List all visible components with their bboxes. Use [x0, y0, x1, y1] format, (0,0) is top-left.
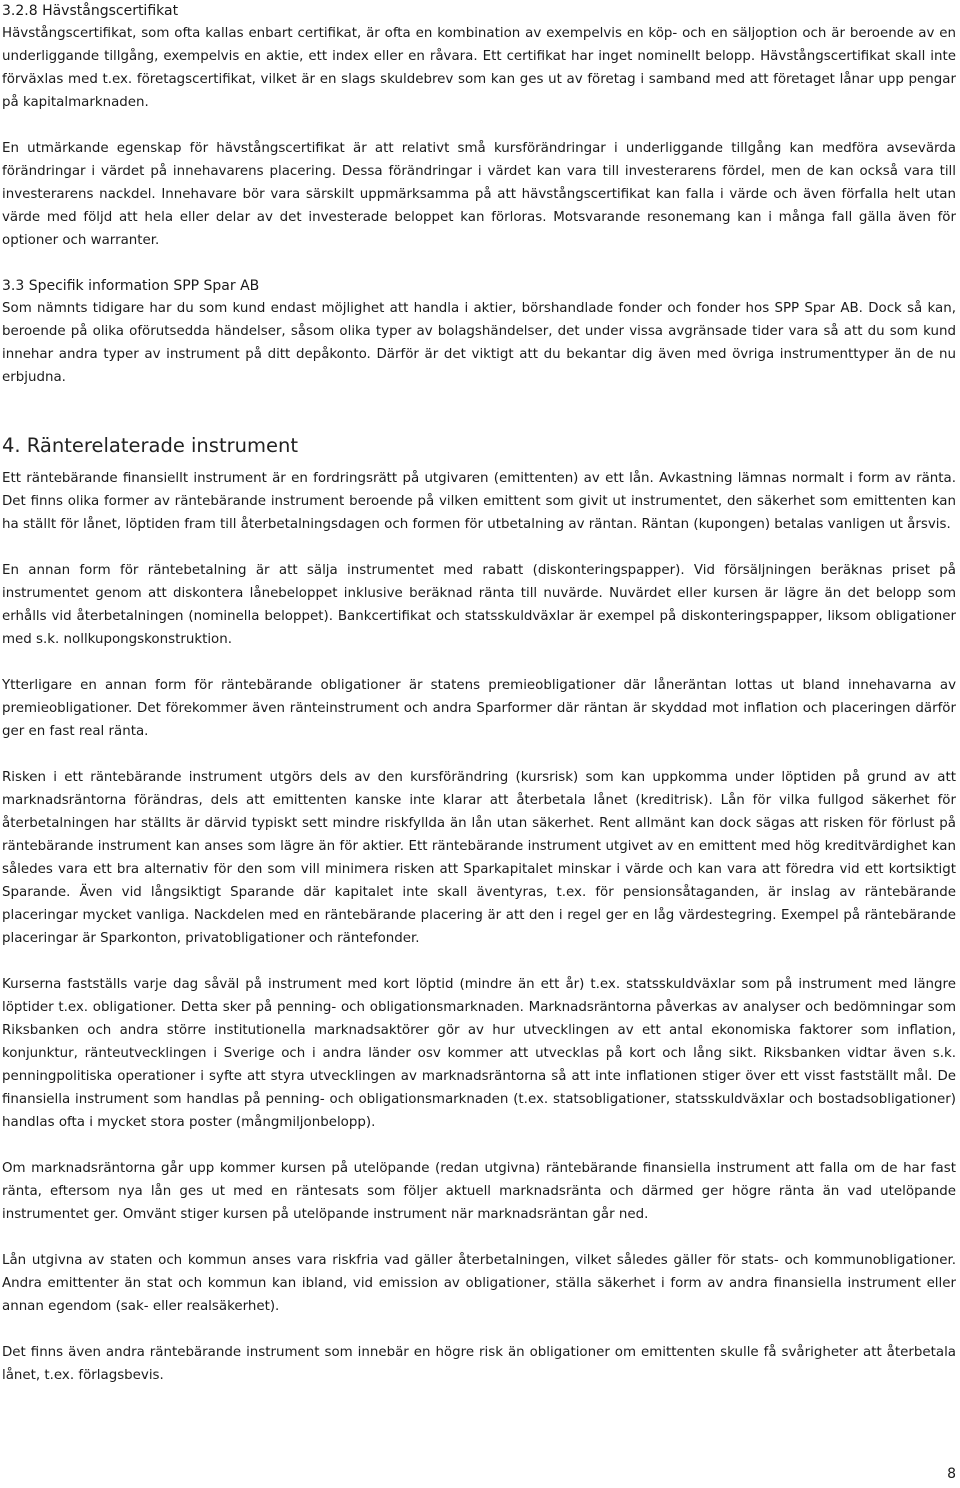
paragraph-4-2: En annan form för räntebetalning är att sälja instrumentet med rabatt (diskonteringspapper). Vid försäljningen beräknas priset på instrumentet genom att diskontera lånebeloppet inklusive beräknad ränta till nuvärde. Nuvärdet eller kursen är lägre än det belopp som erhålls vid återbetalningen (nominella beloppet). Bankcertifikat och statsskuldväxlar är exempel på diskonteringspapper, liksom obligationer med s.k. nollkupongskonstruktion.: [2, 563, 956, 647]
paragraph-328-2: En utmärkande egenskap för hävstångscertifikat är att relativt små kursförändringar i underliggande tillgång kan medföra avsevärda förändringar i värdet på innehavarens placering. Dessa förändringar i värdet kan vara till investerarens fördel, men de kan också vara till investerarens nackdel. Innehavare bör vara särskilt uppmärksamma på att hävstångscertifikat kan falla i värde och även förfalla helt utan värde med följd att hela eller delar av det investerade beloppet kan förloras. Motsvarande resonemang kan i många fall gälla även för optioner och warranter.: [2, 141, 956, 248]
paragraph-328-1: Hävstångscertifikat, som ofta kallas enbart certifikat, är ofta en kombination av exempelvis en köp- och en säljoption och är beroende av en underliggande tillgång, exempelvis en aktie, ett index eller en råvara. Ett certifikat har inget nominellt belopp. Hävstångscertifikat skall inte förväxlas med t.ex. företagscertifikat, vilket är en slags skuldebrev som kan ges ut av företag i samband med att företaget lånar upp pengar på kapitalmarknaden.: [2, 26, 956, 110]
document-page: [2, 0, 956, 1387]
paragraph-4-3: Ytterligare en annan form för räntebärande obligationer är statens premieobligationer där låneräntan lottas ut bland innehavarna av premieobligationer. Det förekommer även ränteinstrument och andra Sparformer där räntan är skyddad mot inflation och placeringen därför ger en fast real ränta.: [2, 678, 956, 739]
section-heading-328: 3.2.8 Hävstångscertifikat: [2, 3, 179, 19]
paragraph-4-8: Det finns även andra räntebärande instrument som innebär en högre risk än obligationer om emittenten skulle få svårigheter att återbetala lånet, t.ex. förlagsbevis.: [2, 1345, 956, 1383]
paragraph-4-7: Lån utgivna av staten och kommun anses vara riskfria vad gäller återbetalningen, vilket således gäller för stats- och kommunobligationer. Andra emittenter än stat och kommun kan ibland, vid emission av obligationer, ställa säkerhet i form av andra finansiella instrument eller annan egendom (sak- eller realsäkerhet).: [2, 1253, 956, 1314]
page-number: 8: [947, 1466, 956, 1482]
section-heading-4: 4. Ränterelaterade instrument: [2, 434, 298, 457]
paragraph-4-4: Risken i ett räntebärande instrument utgörs dels av den kursförändring (kursrisk) som kan uppkomma under löptiden på grund av att marknadsräntorna förändras, dels att emittenten kanske inte klarar att återbetala lånet (kreditrisk). Lån för vilka fullgod säkerhet för återbetalningen har ställts är därvid typiskt sett mindre riskfyllda än lån utan säkerhet. Rent allmänt kan dock sägas att risken för förlust på räntebärande instrument kan anses som lägre än för aktier. Ett räntebärande instrument utgivet av en emittent med hög kreditvärdighet kan således vara ett bra alternativ för den som vill minimera risken att Sparkapitalet minskar i värde och kan vara att föredra vid ett kortsiktigt Sparande. Även vid långsiktigt Sparande där kapitalet inte skall äventyras, t.ex. för pensionsåtaganden, är inslag av räntebärande placeringar mycket vanliga. Nackdelen med en räntebärande placering är att den i regel ger en låg värdestegring. Exempel på räntebärande placeringar är Sparkonton, privatobligationer och räntefonder.: [2, 770, 956, 946]
paragraph-4-5: Kurserna fastställs varje dag såväl på instrument med kort löptid (mindre än ett år) t.ex. statsskuldväxlar som på instrument med längre löptider t.ex. obligationer. Detta sker på penning- och obligationsmarknaden. Marknadsräntorna påverkas av analyser och bedömningar som Riksbanken och andra större institutionella marknadsaktörer gör av hur utvecklingen av ett antal ekonomiska faktorer som inflation, konjunktur, ränteutvecklingen i Sverige och i andra länder osv kommer att utvecklas på kort och lång sikt. Riksbanken vidtar även s.k. penningpolitiska operationer i syfte att styra utvecklingen av marknadsräntorna så att inte inflationen stiger över ett visst fastställt mål. De finansiella instrument som handlas på penning- och obligationsmarknaden (t.ex. statsobligationer, statsskuldväxlar och bostadsobligationer) handlas ofta i mycket stora poster (mångmiljonbelopp).: [2, 977, 956, 1130]
section-heading-33: 3.3 Specifik information SPP Spar AB: [2, 278, 260, 294]
paragraph-33-1: Som nämnts tidigare har du som kund endast möjlighet att handla i aktier, börshandlade fonder och fonder hos SPP Spar AB. Dock så kan, beroende på olika oförutsedda händelser, såsom olika typer av bolagshändelser, det under vissa avgränsade tider vara så att du som kund innehar andra typer av instrument på ditt depåkonto. Därför är det viktigt att du bekantar dig även med övriga instrumenttyper än de nu erbjudna.: [2, 301, 956, 385]
paragraph-4-6: Om marknadsräntorna går upp kommer kursen på utelöpande (redan utgivna) räntebärande finansiella instrument att falla om de har fast ränta, eftersom nya lån ges ut med en räntesats som följer aktuell marknadsränta och därmed ger högre ränta än vad utelöpande instrumentet ger. Omvänt stiger kursen på utelöpande instrument när marknadsräntan går ned.: [2, 1161, 956, 1222]
paragraph-4-1: Ett räntebärande finansiellt instrument är en fordringsrätt på utgivaren (emittenten) av ett lån. Avkastning lämnas normalt i form av ränta. Det finns olika former av räntebärande instrument beroende på vilken emittent som givit ut instrumentet, den säkerhet som emittenten kan ha ställt för lånet, löptiden fram till återbetalningsdagen och formen för utbetalning av räntan. Räntan (kupongen) betalas vanligen ut årsvis.: [2, 471, 956, 532]
